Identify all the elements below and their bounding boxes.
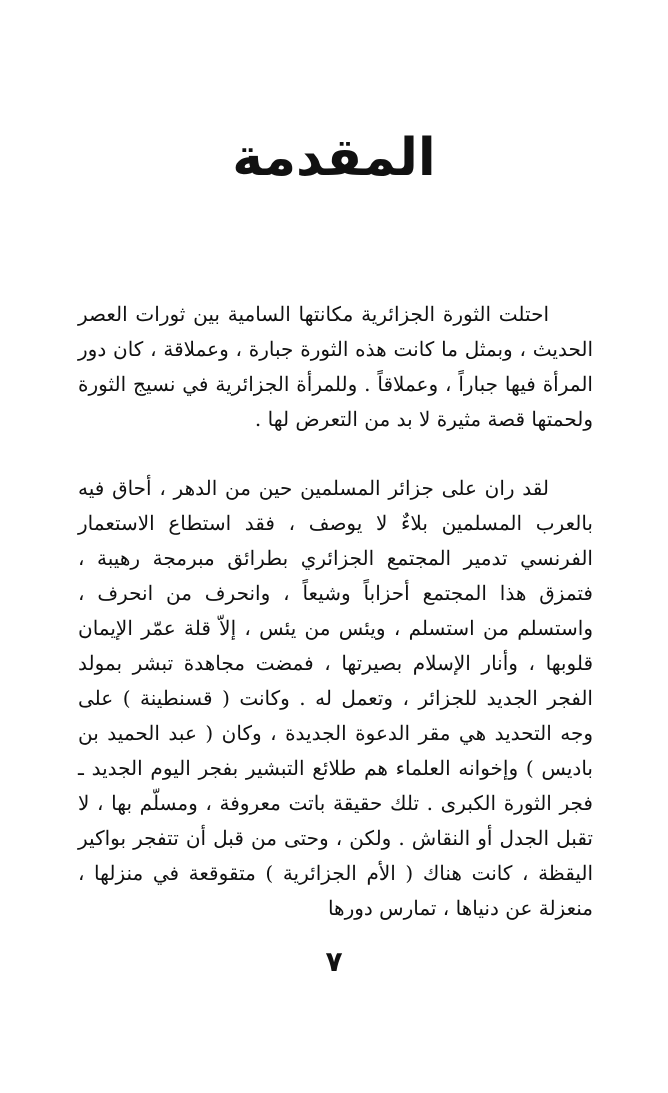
paragraph-2: لقد ران على جزائر المسلمين حين من الدهر ، أحاق فيه بالعرب المسلمين بلاءٌ لا يوصف ، فقد استطاع الاستعمار الفرنسي تدمير المجتمع الجزائري بطرائق مبرمجة رهيبة ، فتمزق هذا المجتمع أحزاباً وشيعاً ، وانحرف من انحرف ، واستسلم من استسلم ، ويئس من يئس ، إلاّ قلة عمّر الإيمان قلوبها ، وأنار الإسلام بصيرتها ، فمضت مجاهدة تبشر بمولد الفجر الجديد للجزائر ، وتعمل له . وكانت ( قسنطينة ) على وجه التحديد هي مقر الدعوة الجديدة ، وكان ( عبد الحميد بن باديس ) وإخوانه العلماء هم طلائع التبشير بفجر اليوم الجديد ـ فجر الثورة الكبرى . تلك حقيقة باتت معروفة ، ومسلّم بها ، لا تقبل الجدل أو النقاش . ولكن ، وحتى من قبل أن تتفجر بواكير اليقظة ، كانت هناك ( الأم الجزائرية ) متقوقعة في منزلها ، منعزلة عن دنياها ، تمارس دورها [78,476,593,920]
paragraph-1: احتلت الثورة الجزائرية مكانتها السامية بين ثورات العصر الحديث ، وبمثل ما كانت هذه الثورة جبارة ، وعملاقة ، كان دور المرأة فيها جباراً ، وعملاقاً . وللمرأة الجزائرية في نسيج الثورة ولحمتها قصة مثيرة لا بد من التعرض لها . [78,302,593,431]
chapter-title: المقدمة [232,128,436,188]
page-number: ٧ [325,945,343,978]
